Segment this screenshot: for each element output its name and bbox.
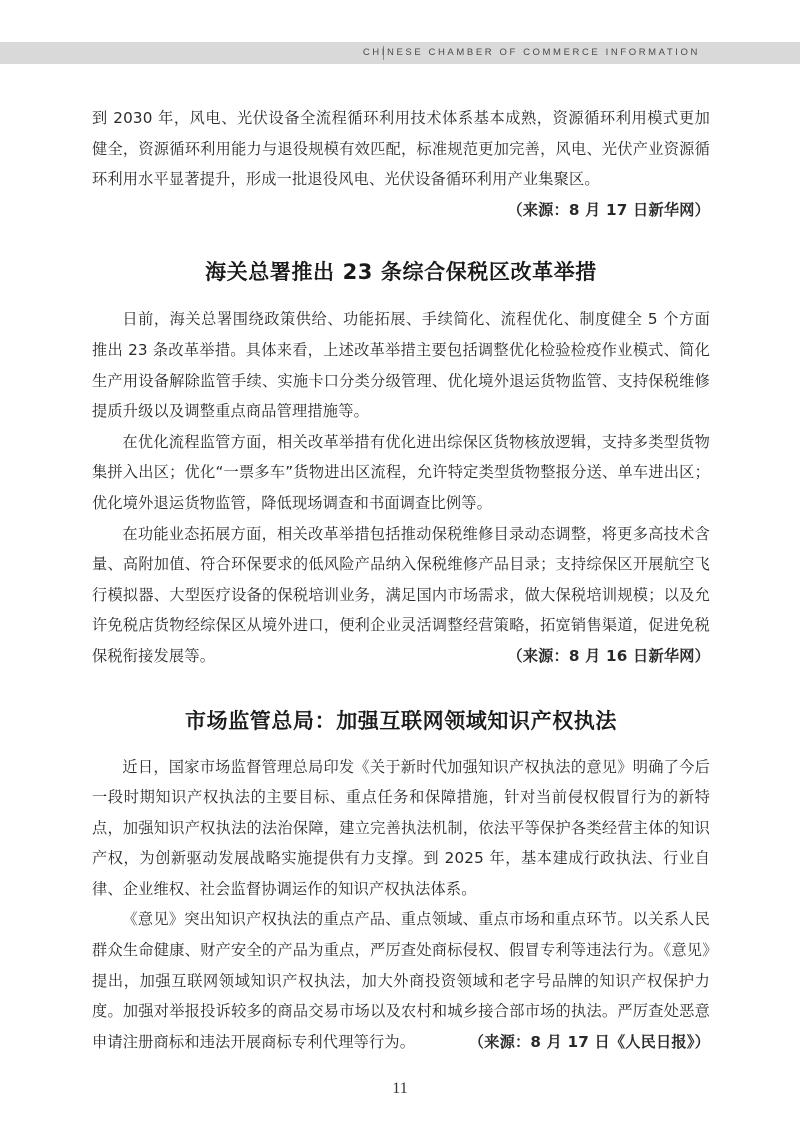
intro-source: （来源：8 月 17 日新华网） xyxy=(507,200,710,219)
article-title: 市场监管总局：加强互联网领域知识产权执法 xyxy=(185,708,617,733)
article-paragraph xyxy=(92,519,710,672)
page-number: 11 xyxy=(392,1080,408,1097)
page-content xyxy=(92,103,710,1057)
article-source: （来源：8 月 16 日新华网） xyxy=(507,646,710,665)
article-paragraph-text: 在功能业态拓展方面，相关改革举措包括推动保税维修目录动态调整，将更多高技术含量、高附加值、符合环保要求的低风险产品纳入保税维修产品目录；支持综保区开展航空飞行模拟器、大型医疗设备的保税培训业务，满足国内市场需求，做大保税培训规模；以及允许免税店货物经综保区从境外进口，便利企业灵活调整经营策略，拓宽销售渠道，促进免税保税衔接发展等。 xyxy=(92,524,710,665)
article-source: （来源：8 月 17 日《人民日报》） xyxy=(468,1032,710,1051)
article-paragraph: 日前，海关总署围绕政策供给、功能拓展、手续简化、流程优化、制度健全 5 个方面推出 23 条改革举措。具体来看，上述改革举措主要包括调整优化检验检疫作业模式、简化生产用设备解除监管手续、实施卡口分类分级管理、优化境外退运货物监管、支持保税维修提质升级以及调整重点商品管理措施等。 xyxy=(92,310,710,421)
intro-paragraph: 到 2030 年，风电、光伏设备全流程循环利用技术体系基本成熟，资源循环利用模式更加健全，资源循环利用能力与退役规模有效匹配，标准规范更加完善，风电、光伏产业资源循环利用水平显著提升，形成一批退役风电、光伏设备循环利用产业集聚区。 xyxy=(92,109,710,189)
article-paragraph: 近日，国家市场监督管理总局印发《关于新时代加强知识产权执法的意见》明确了今后一段时期知识产权执法的主要目标、重点任务和保障措施，针对当前侵权假冒行为的新特点，加强知识产权执法的法治保障，建立完善执法机制，依法平等保护各类经营主体的知识产权，为创新驱动发展战略实施提供有力支撑。到 2025 年，基本建成行政执法、行业自律、企业维权、社会监督协调运作的知识产权执法体系。 xyxy=(92,757,710,898)
article-title: 海关总署推出 23 条综合保税区改革举措 xyxy=(205,260,597,285)
article-paragraph xyxy=(92,904,710,1057)
article-paragraph-text: 《意见》突出知识产权执法的重点产品、重点领域、重点市场和重点环节。以关系人民群众生命健康、财产安全的产品为重点，严厉查处商标侵权、假冒专利等违法行为。《意见》提出，加强互联网领域知识产权执法，加大外商投资领域和老字号品牌的知识产权保护力度。加强对举报投诉较多的商品交易市场以及农村和城乡接合部市场的执法。严厉查处恶意申请注册商标和违法开展商标专利代理等行为。 xyxy=(92,910,710,1051)
article-paragraph: 在优化流程监管方面，相关改革举措有优化进出综保区货物核放逻辑，支持多类型货物集拼入出区；优化“一票多车”货物进出区流程，允许特定类型货物整报分送、单车进出区；优化境外退运货物监管，降低现场调查和书面调查比例等。 xyxy=(92,432,710,512)
publication-name: CHINESE CHAMBER OF COMMERCE INFORMATION xyxy=(362,47,700,58)
